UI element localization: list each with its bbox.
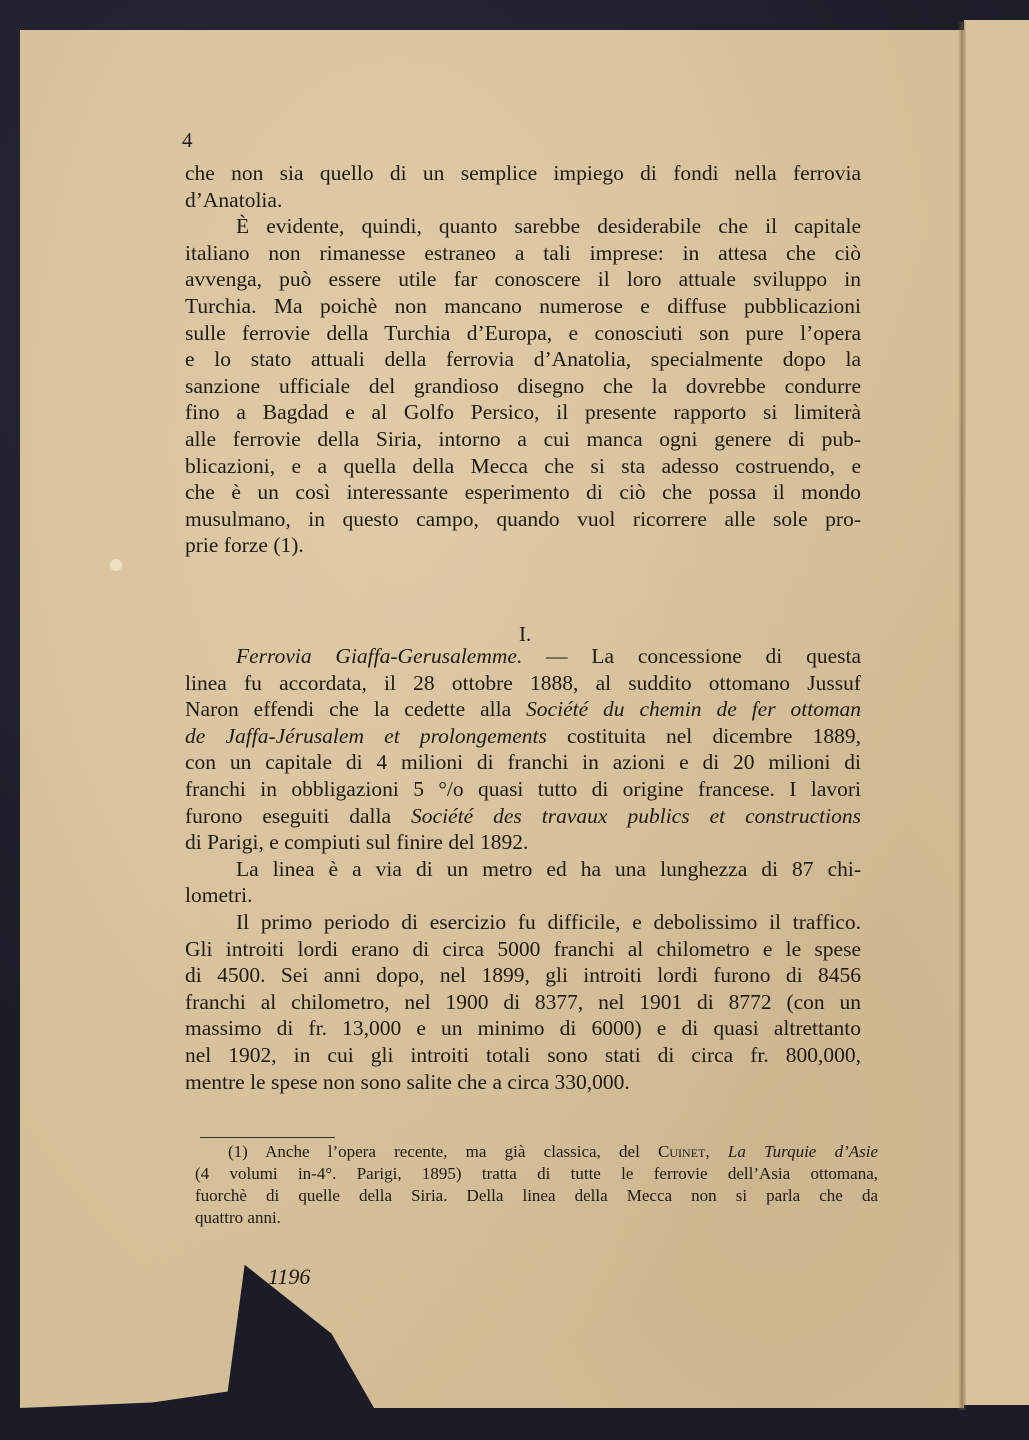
text-line: blicazioni, e a quella della Mecca che si sta adesso costruendo, e xyxy=(185,453,861,478)
text-line: La linea è a via di un metro ed ha una lunghezza di 87 chi- xyxy=(236,856,861,881)
text-line: Gli introiti lordi erano di circa 5000 franchi al chilometro e le spese xyxy=(185,936,861,961)
text-line: sulle ferrovie della Turchia d’Europa, e conosciuti son pure l’opera xyxy=(185,320,861,345)
footnote-line: fuorchè di quelle della Siria. Della linea della Mecca non si parla che da xyxy=(195,1186,878,1205)
company-name: Société du chemin de fer ottoman xyxy=(526,697,861,722)
text-line: È evidente, quindi, quanto sarebbe desiderabile che il capitale xyxy=(236,214,861,239)
text-line: prie forze (1). xyxy=(185,533,304,558)
text-line: avvenga, può essere utile far conoscere il loro attuale sviluppo in xyxy=(185,267,861,292)
footer-mark: 1196 xyxy=(268,1264,311,1289)
text-line: franchi al chilometro, nel 1900 di 8377, nel 1901 di 8772 (con un xyxy=(185,989,861,1014)
text-span: furono eseguiti dalla xyxy=(185,803,412,828)
text-line: musulmano, in questo campo, quando vuol ricorrere alle sole pro- xyxy=(185,506,861,531)
section-title: Ferrovia Giaffa-Gerusalemme. xyxy=(236,644,523,668)
text-line: linea fu accordata, il 28 ottobre 1888, al suddito ottomano Jussuf xyxy=(185,670,861,695)
text-line: nel 1902, in cui gli introiti totali sono stati di circa fr. 800,000, xyxy=(185,1043,861,1067)
text-line: che non sia quello di un semplice impiego di fondi nella ferrovia xyxy=(185,161,861,185)
section-heading: I. xyxy=(519,622,532,646)
footnote-line xyxy=(228,1141,878,1163)
text-line: che è un così interessante esperimento di ciò che possa il mondo xyxy=(185,480,861,505)
company-name: de Jaffa-Jérusalem et prolongements xyxy=(185,723,547,748)
page-number: 4 xyxy=(182,128,193,152)
footnote-line: quattro anni. xyxy=(195,1208,281,1227)
footnote-line: (4 volumi in-4°. Parigi, 1895) tratta di tutte le ferrovie dell’Asia ottomana, xyxy=(195,1164,878,1183)
text-span: , xyxy=(705,1142,728,1161)
paper-stain xyxy=(110,559,122,571)
page-fold-shadow xyxy=(958,22,966,1410)
text-line: Il primo periodo di esercizio fu difficile, e debolissimo il traffico. xyxy=(236,910,861,934)
text-line: massimo di fr. 13,000 e un minimo di 6000) e di quasi altrettanto xyxy=(185,1016,861,1041)
text-line: franchi in obbligazioni 5 °/o quasi tutto di origine francese. I lavori xyxy=(185,777,861,801)
text-line: lometri. xyxy=(185,883,253,908)
text-line xyxy=(185,803,861,830)
text-line xyxy=(185,696,861,723)
text-span: (1) Anche l’opera recente, ma già classica, del xyxy=(228,1142,659,1161)
text-line: d’Anatolia. xyxy=(185,187,283,212)
text-line: Turchia. Ma poichè non mancano numerose e diffuse pubblicazioni xyxy=(185,294,861,318)
text-line: fino a Bagdad e al Golfo Persico, il presente rapporto si limiterà xyxy=(185,400,861,425)
text-line: mentre le spese non sono salite che a circa 330,000. xyxy=(185,1069,630,1094)
text-span: Naron effendi che la cedette alla xyxy=(185,697,527,722)
text-line xyxy=(185,643,861,670)
author-name: Cuinet xyxy=(658,1142,706,1161)
company-name: Société des travaux publics et constructions xyxy=(411,803,861,828)
book-title: La Turquie d’Asie xyxy=(727,1142,879,1161)
adjacent-page-edge xyxy=(964,20,1029,1405)
text-line: alle ferrovie della Siria, intorno a cui manca ogni genere di pub- xyxy=(185,427,861,451)
text-line: e lo stato attuali della ferrovia d’Anatolia, specialmente dopo la xyxy=(185,347,861,372)
text-line: sanzione ufficiale del grandioso disegno che la dovrebbe condurre xyxy=(185,373,861,398)
footnote-divider xyxy=(200,1137,335,1138)
text-line: italiano non rimanesse estraneo a tali imprese: in attesa che ciò xyxy=(185,240,861,265)
text-line: con un capitale di 4 milioni di franchi in azioni e di 20 milioni di xyxy=(185,750,861,775)
text-line: di 4500. Sei anni dopo, nel 1899, gli introiti lordi furono di 8456 xyxy=(185,963,861,988)
text-span: — La concessione di questa xyxy=(522,644,862,668)
text-span: costituita nel dicembre 1889, xyxy=(546,723,861,748)
text-line: di Parigi, e compiuti sul finire del 1892. xyxy=(185,830,529,855)
text-line xyxy=(185,723,861,750)
